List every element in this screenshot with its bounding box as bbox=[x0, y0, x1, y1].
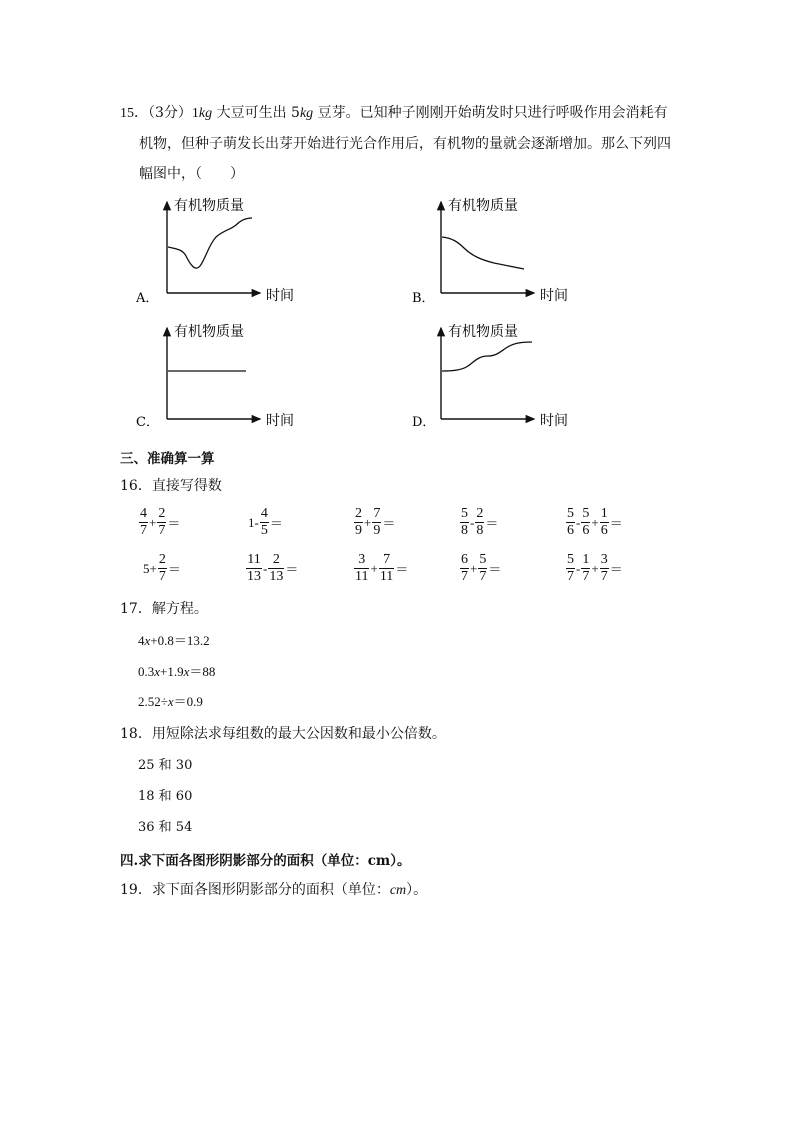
fraction: $\frac{5}{8}$ bbox=[461, 506, 468, 538]
fraction: $\frac{4}{5}$ bbox=[260, 506, 268, 538]
graph-b bbox=[404, 192, 584, 310]
x-axis-label: 时间 bbox=[266, 413, 294, 429]
q15-line1: 15．（3分）1kg 大豆可生出 5kg 豆芽。已知种子刚刚开始萌发时只进行呼吸作用会消耗有 bbox=[120, 105, 668, 121]
section-3-heading: 三、准确算一算 bbox=[120, 451, 215, 467]
fraction: $\frac{5}{7}$ bbox=[567, 552, 574, 584]
x-axis-label: 时间 bbox=[266, 288, 294, 304]
fraction: $\frac{3}{7}$ bbox=[600, 552, 608, 584]
q16-expr-1-3: $\frac{2}{9}$ + $\frac{7}{9}$ ＝ bbox=[355, 506, 396, 538]
q16-expr-2-3: $\frac{3}{11}$ + $\frac{7}{11}$ ＝ bbox=[355, 552, 409, 584]
fraction: $\frac{2}{7}$ bbox=[158, 506, 166, 538]
curve-dip-then-rise bbox=[168, 218, 252, 268]
option-letter: D． bbox=[412, 415, 436, 430]
fraction: $\frac{5}{7}$ bbox=[479, 552, 487, 584]
y-axis-label: 有机物质量 bbox=[174, 198, 244, 214]
fraction: $\frac{7}{11}$ bbox=[379, 552, 394, 584]
option-letter: A． bbox=[136, 291, 159, 306]
fraction: $\frac{1}{6}$ bbox=[600, 506, 608, 538]
fraction: $\frac{2}{8}$ bbox=[476, 506, 484, 538]
q16-title: 16．直接写得数 bbox=[120, 478, 222, 494]
fraction: $\frac{5}{6}$ bbox=[582, 506, 590, 538]
fraction: $\frac{11}{13}$ bbox=[247, 552, 261, 584]
fraction: $\frac{2}{9}$ bbox=[355, 506, 362, 538]
q15-line2: 机物，但种子萌发长出芽开始进行光合作用后，有机物的量就会逐渐增加。那么下列四 bbox=[139, 136, 671, 152]
q16-expr-2-1: 5 + $\frac{2}{7}$ ＝ bbox=[143, 552, 181, 584]
x-axis-label: 时间 bbox=[540, 288, 568, 304]
fraction: $\frac{2}{7}$ bbox=[158, 552, 166, 584]
q19-title: 19．求下面各图形阴影部分的面积（单位：cm）。 bbox=[120, 882, 428, 898]
graph-d bbox=[404, 318, 584, 436]
q17-equation-2: 0.3x+1.9x＝88 bbox=[138, 664, 216, 679]
x-axis-label: 时间 bbox=[540, 413, 568, 429]
q16-expr-1-2: 1 - $\frac{4}{5}$ ＝ bbox=[248, 506, 283, 538]
q18-item-3: 36 和 54 bbox=[138, 820, 193, 835]
q15-line3: 幅图中，（ ） bbox=[139, 166, 244, 182]
q16-expr-1-1: $\frac{4}{7}$ + $\frac{2}{7}$ ＝ bbox=[140, 506, 181, 538]
option-letter: B． bbox=[412, 291, 435, 306]
graph-a bbox=[130, 192, 310, 310]
fraction: $\frac{5}{6}$ bbox=[567, 506, 574, 538]
q17-equation-3: 2.52÷x＝0.9 bbox=[138, 694, 203, 709]
graph-c bbox=[130, 318, 310, 436]
q16-expr-1-5: $\frac{5}{6}$ - $\frac{5}{6}$ + $\frac{1}{6}$ ＝ bbox=[567, 506, 623, 538]
q17-title: 17．解方程。 bbox=[120, 601, 208, 617]
q16-expr-1-4: $\frac{5}{8}$ - $\frac{2}{8}$ ＝ bbox=[461, 506, 499, 538]
q18-item-2: 18 和 60 bbox=[138, 789, 193, 804]
q16-expr-2-5: $\frac{5}{7}$ - $\frac{1}{7}$ + $\frac{3}{7}$ ＝ bbox=[567, 552, 623, 584]
q15-score: （3分） bbox=[148, 105, 192, 121]
option-letter: C． bbox=[136, 415, 159, 430]
y-axis-label: 有机物质量 bbox=[174, 324, 244, 340]
curve-rising bbox=[442, 342, 532, 371]
y-axis-label: 有机物质量 bbox=[448, 324, 518, 340]
fraction: $\frac{6}{7}$ bbox=[461, 552, 468, 584]
q16-expr-2-2: $\frac{11}{13}$ - $\frac{2}{13}$ ＝ bbox=[247, 552, 299, 584]
fraction: $\frac{2}{13}$ bbox=[269, 552, 284, 584]
curve-declining bbox=[442, 237, 524, 269]
q17-equation-1: 4x+0.8＝13.2 bbox=[138, 633, 210, 648]
fraction: $\frac{4}{7}$ bbox=[140, 506, 147, 538]
fraction: $\frac{3}{11}$ bbox=[355, 552, 369, 584]
q18-item-1: 25 和 30 bbox=[138, 758, 193, 773]
y-axis-label: 有机物质量 bbox=[448, 198, 518, 214]
q15-number: 15． bbox=[120, 106, 148, 121]
q16-expr-2-4: $\frac{6}{7}$ + $\frac{5}{7}$ ＝ bbox=[461, 552, 502, 584]
q18-title: 18．用短除法求每组数的最大公因数和最小公倍数。 bbox=[120, 726, 446, 742]
fraction: $\frac{7}{9}$ bbox=[373, 506, 381, 538]
fraction: $\frac{1}{7}$ bbox=[582, 552, 590, 584]
section-4-heading: 四.求下面各图形阴影部分的面积（单位：cm）。 bbox=[120, 853, 411, 869]
